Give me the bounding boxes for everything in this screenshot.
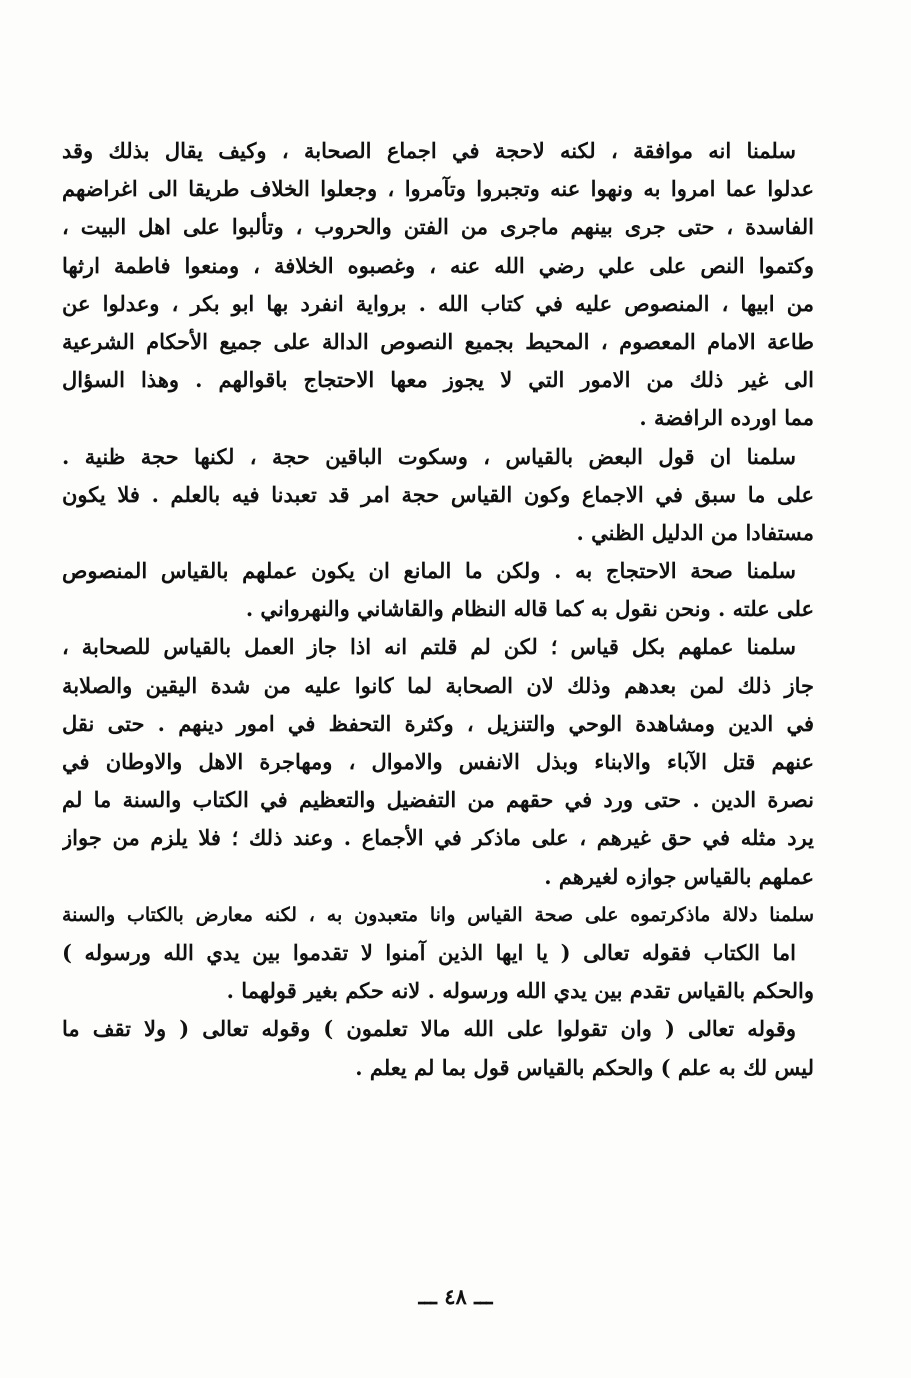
body-text <box>62 132 814 1087</box>
paragraph-line: يرد مثله في حق غيرهم ، على ماذكر في الأجماع . وعند ذلك ؛ فلا يلزم من جواز <box>62 825 814 851</box>
paragraph-line: اما الكتاب فقوله تعالى ( يا ايها الذين آمنوا لا تقدموا بين يدي الله ورسوله ) <box>62 939 796 965</box>
paragraph-line: الفاسدة ، حتى جرى بينهم ماجرى من الفتن والحروب ، وتألبوا على اهل البيت ، <box>62 214 814 240</box>
paragraph-line: على علته . ونحن نقول به كما قاله النظام والقاشاني والنهرواني . <box>245 596 814 622</box>
paragraph-line: مستفادا من الدليل الظني . <box>576 519 814 545</box>
paragraph-line: مما اورده الرافضة . <box>639 405 814 431</box>
paragraph-line: ليس لك به علم ) والحكم بالقياس قول بما لم يعلم . <box>355 1054 814 1080</box>
paragraph-line: وكتموا النص على علي رضي الله عنه ، وغصبوه الخلافة ، ومنعوا فاطمة ارثها <box>62 252 814 278</box>
paragraph-line: عدلوا عما امروا به ونهوا عنه وتجبروا وتآمروا ، وجعلوا الخلاف طريقا الى اغراضهم <box>62 176 814 202</box>
paragraph-line: سلمنا دلالة ماذكرتموه على صحة القياس وانا متعبدون به ، لكنه معارض بالكتاب والسنة <box>62 903 814 926</box>
page-number: ـــ ٤٨ ـــ <box>418 1284 493 1309</box>
paragraph-line: الى غير ذلك من الامور التي لا يجوز معها الاحتجاج باقوالهم . وهذا السؤال <box>62 367 814 393</box>
paragraph-line: سلمنا عملهم بكل قياس ؛ لكن لم قلتم انه اذا جاز العمل بالقياس للصحابة ، <box>62 634 796 660</box>
paragraph-line: عملهم بالقياس جوازه لغيرهم . <box>544 863 814 889</box>
paragraph-line: نصرة الدين . حتى ورد في حقهم من التفضيل والتعظيم في الكتاب والسنة ما لم <box>62 787 814 813</box>
paragraph-line: جاز ذلك لمن بعدهم وذلك لان الصحابة لما كانوا عليه من شدة اليقين والصلابة <box>62 672 814 698</box>
paragraph-line: وقوله تعالى ( وان تقولوا على الله مالا تعلمون ) وقوله تعالى ( ولا تقف ما <box>62 1016 796 1042</box>
paragraph-line: عنهم قتل الآباء والابناء وبذل الانفس والاموال ، ومهاجرة الاهل والاوطان في <box>62 749 814 774</box>
paragraph-line: على ما سبق في الاجماع وكون القياس حجة امر قد تعبدنا فيه بالعلم . فلا يكون <box>62 481 814 507</box>
paragraph-line: سلمنا صحة الاحتجاج به . ولكن ما المانع ان يكون عملهم بالقياس المنصوص <box>62 558 796 584</box>
paragraph-line: طاعة الامام المعصوم ، المحيط بجميع النصوص الدالة على جميع الأحكام الشرعية <box>62 328 814 354</box>
paragraph-line: من ابيها ، المنصوص عليه في كتاب الله . برواية انفرد بها ابو بكر ، وعدلوا عن <box>62 290 814 316</box>
paragraph-line: سلمنا ان قول البعض بالقياس ، وسكوت الباقين حجة ، لكنها حجة ظنية . <box>62 443 796 469</box>
paragraph-line: والحكم بالقياس تقدم بين يدي الله ورسوله . لانه حكم بغير قولهما . <box>226 978 814 1004</box>
paragraph-line: سلمنا انه موافقة ، لكنه لاحجة في اجماع الصحابة ، وكيف يقال بذلك وقد <box>62 138 796 163</box>
paragraph-line: في الدين ومشاهدة الوحي والتنزيل ، وكثرة التحفظ في امور دينهم . حتى نقل <box>62 710 814 736</box>
